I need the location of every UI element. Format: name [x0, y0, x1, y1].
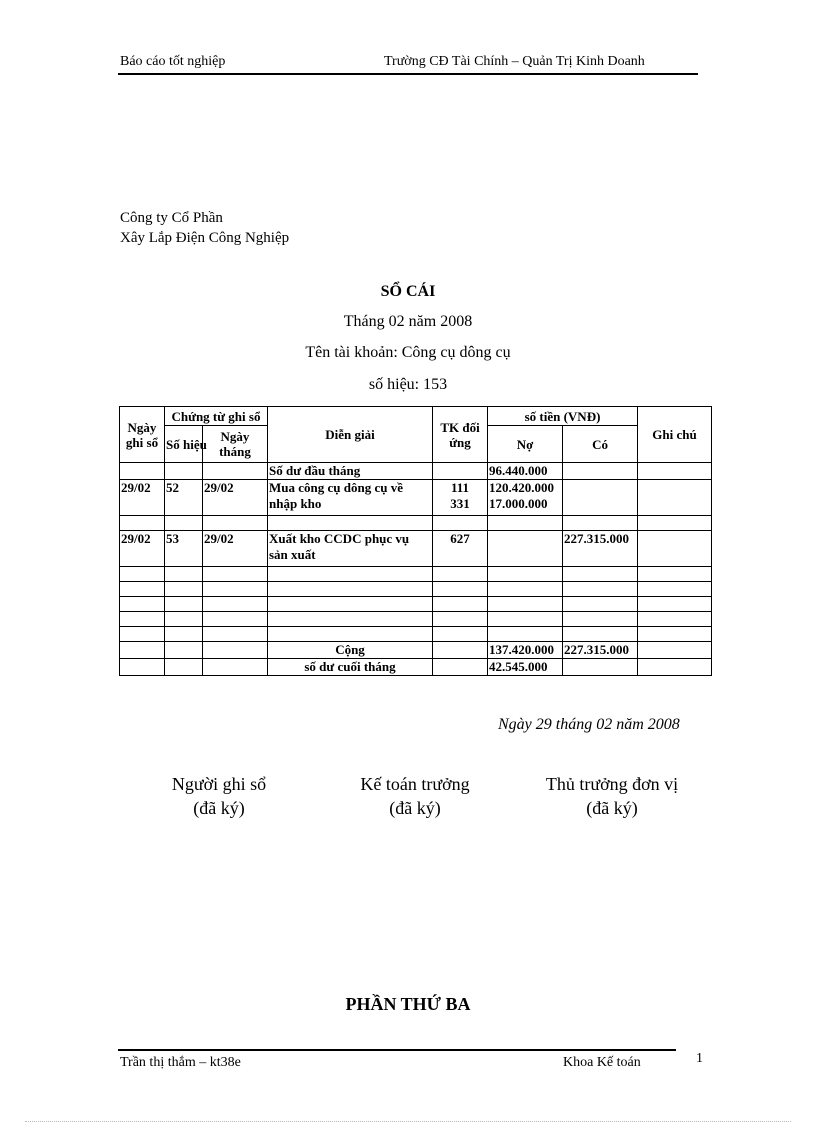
account-number: số hiệu: 153	[368, 376, 448, 393]
empty-row	[120, 612, 712, 627]
header-right: Trường CĐ Tài Chính – Quản Trị Kinh Doanh	[384, 54, 645, 69]
empty-row	[120, 567, 712, 582]
row1-tk-2: 331	[450, 496, 470, 511]
row2-date: 29/02	[120, 531, 165, 567]
page-bottom-divider	[25, 1121, 791, 1122]
row1-no-2: 17.000.000	[489, 496, 548, 511]
signature-recorder	[119, 772, 319, 820]
account-name: Tên tài khoản: Công cụ dông cụ	[305, 344, 511, 361]
total-co: 227.315.000	[563, 642, 638, 659]
header-ngay-ghi-so: Ngày ghi sổ	[120, 407, 165, 463]
header-ghi-chu: Ghi chú	[638, 407, 712, 463]
ledger-month: Tháng 02 năm 2008	[343, 313, 473, 330]
opening-balance-row	[120, 463, 712, 480]
row2-no	[488, 531, 563, 567]
ledger-table	[119, 406, 712, 676]
date-line: Ngày 29 tháng 02 năm 2008	[498, 716, 680, 733]
total-label: Cộng	[268, 642, 433, 659]
row1-tk-1: 111	[450, 480, 470, 495]
row1-no-1: 120.420.000	[489, 480, 554, 495]
row1-co	[563, 480, 638, 516]
header-so-hieu: Số hiệu	[165, 426, 203, 463]
opening-label: Số dư đầu tháng	[268, 463, 433, 480]
row1-date: 29/02	[120, 480, 165, 516]
signature-role: Người ghi sổ	[171, 774, 267, 794]
company-division: Xây Lắp Điện Công Nghiệp	[120, 230, 290, 246]
signature-status: (đã ký)	[586, 798, 638, 818]
closing-no: 42.545.000	[488, 659, 563, 676]
row1-so-hieu: 52	[165, 480, 203, 516]
row2-co: 227.315.000	[563, 531, 638, 567]
empty-row	[120, 627, 712, 642]
closing-label: số dư cuối tháng	[268, 659, 433, 676]
header-ngay-thang: Ngày tháng	[203, 426, 268, 463]
row2-ngay-thang: 29/02	[203, 531, 268, 567]
empty-row	[120, 597, 712, 612]
footer-left: Trần thị thắm – kt38e	[120, 1055, 241, 1070]
header-left: Báo cáo tốt nghiệp	[120, 54, 226, 69]
footer-right: Khoa Kế toán	[563, 1055, 641, 1070]
table-row	[120, 531, 712, 567]
signature-chief-accountant	[315, 772, 515, 820]
closing-balance-row	[120, 659, 712, 676]
table-row	[120, 480, 712, 516]
signature-role: Kế toán trưởng	[360, 774, 470, 794]
row1-ngay-thang: 29/02	[203, 480, 268, 516]
footer-rule	[118, 1049, 676, 1051]
page-number: 1	[696, 1051, 703, 1066]
header-no: Nợ	[488, 426, 563, 463]
empty-row	[120, 582, 712, 597]
total-row	[120, 642, 712, 659]
signature-status: (đã ký)	[389, 798, 441, 818]
header-co: Có	[563, 426, 638, 463]
header-tk-doi-ung: TK đối ứng	[433, 407, 488, 463]
empty-row	[120, 516, 712, 531]
total-no: 137.420.000	[488, 642, 563, 659]
opening-no: 96.440.000	[488, 463, 563, 480]
section-title: PHẦN THỨ BA	[345, 994, 471, 1014]
row2-tk: 627	[433, 531, 488, 567]
ledger-title: SỔ CÁI	[380, 283, 436, 300]
company-name: Công ty Cổ Phần	[120, 210, 223, 226]
header-so-tien: số tiền (VNĐ)	[488, 407, 638, 426]
signature-status: (đã ký)	[193, 798, 245, 818]
header-rule	[118, 73, 698, 75]
row2-description: Xuất kho CCDC phục vụ sản xuất	[268, 531, 433, 567]
header-chung-tu: Chứng từ ghi sổ	[165, 407, 268, 426]
row1-description: Mua công cụ dông cụ về nhập kho	[268, 480, 433, 516]
header-dien-giai: Diễn giải	[268, 407, 433, 463]
signature-role: Thủ trưởng đơn vị	[545, 774, 679, 794]
row2-so-hieu: 53	[165, 531, 203, 567]
signature-head-of-unit	[512, 772, 712, 820]
